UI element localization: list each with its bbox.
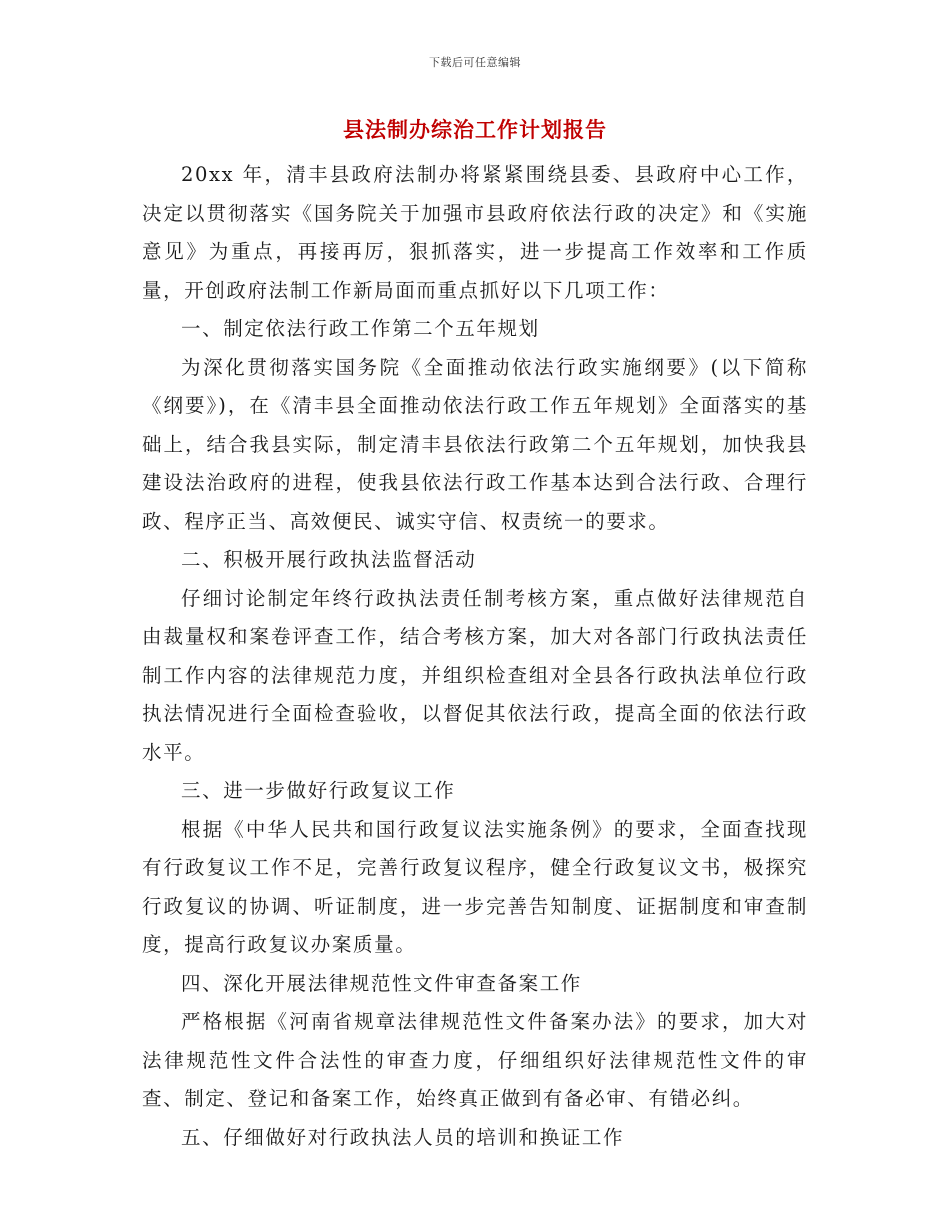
intro-paragraph: 20xx 年，清丰县政府法制办将紧紧围绕县委、县政府中心工作，决定以贯彻落实《国务院关于加强市县政府依法行政的决定》和《实施意见》为重点，再接再厉，狠抓落实，进一步提高工作效率和工作质量，开创政府法制工作新局面而重点抓好以下几项工作： (142, 163, 808, 302)
page-title: 县法制办综治工作计划报告 (343, 117, 607, 142)
section-heading-3: 三、进一步做好行政复议工作 (181, 779, 456, 802)
section-paragraph-3: 根据《中华人民共和国行政复议法实施条例》的要求，全面查找现有行政复议工作不足，完善行政复议程序，健全行政复议文书，极探究行政复议的协调、听证制度，进一步完善告知制度、证据制度和审查制度，提高行政复议办案质量。 (142, 817, 808, 956)
section-heading-5: 五、仔细做好对行政执法人员的培训和换证工作 (181, 1125, 625, 1149)
section-heading-4: 四、深化开展法律规范性文件审查备案工作 (181, 971, 582, 995)
header-note: 下载后可任意编辑 (429, 56, 521, 69)
section-heading-1: 一、制定依法行政工作第二个五年规划 (181, 317, 540, 340)
document-body (142, 156, 808, 1157)
section-paragraph-4: 严格根据《河南省规章法律规范性文件备案办法》的要求，加大对法律规范性文件合法性的审查力度，仔细组织好法律规范性文件的审查、制定、登记和备案工作，始终真正做到有备必审、有错必纠。 (142, 1010, 808, 1110)
section-paragraph-1: 为深化贯彻落实国务院《全面推动依法行政实施纲要》(以下简称《纲要》)，在《清丰县全面推动依法行政工作五年规划》全面落实的基础上，结合我县实际，制定清丰县依法行政第二个五年规划，加快我县建设法治政府的进程，使我县依法行政工作基本达到合法行政、合理行政、程序正当、高效便民、诚实守信、权责统一的要求。 (142, 355, 808, 533)
section-paragraph-2: 仔细讨论制定年终行政执法责任制考核方案，重点做好法律规范自由裁量权和案卷评查工作，结合考核方案，加大对各部门行政执法责任制工作内容的法律规范力度，并组织检查组对全县各行政执法单位行政执法情况进行全面检查验收，以督促其依法行政，提高全面的依法行政水平。 (142, 586, 808, 764)
section-heading-2: 二、积极开展行政执法监督活动 (181, 548, 477, 571)
